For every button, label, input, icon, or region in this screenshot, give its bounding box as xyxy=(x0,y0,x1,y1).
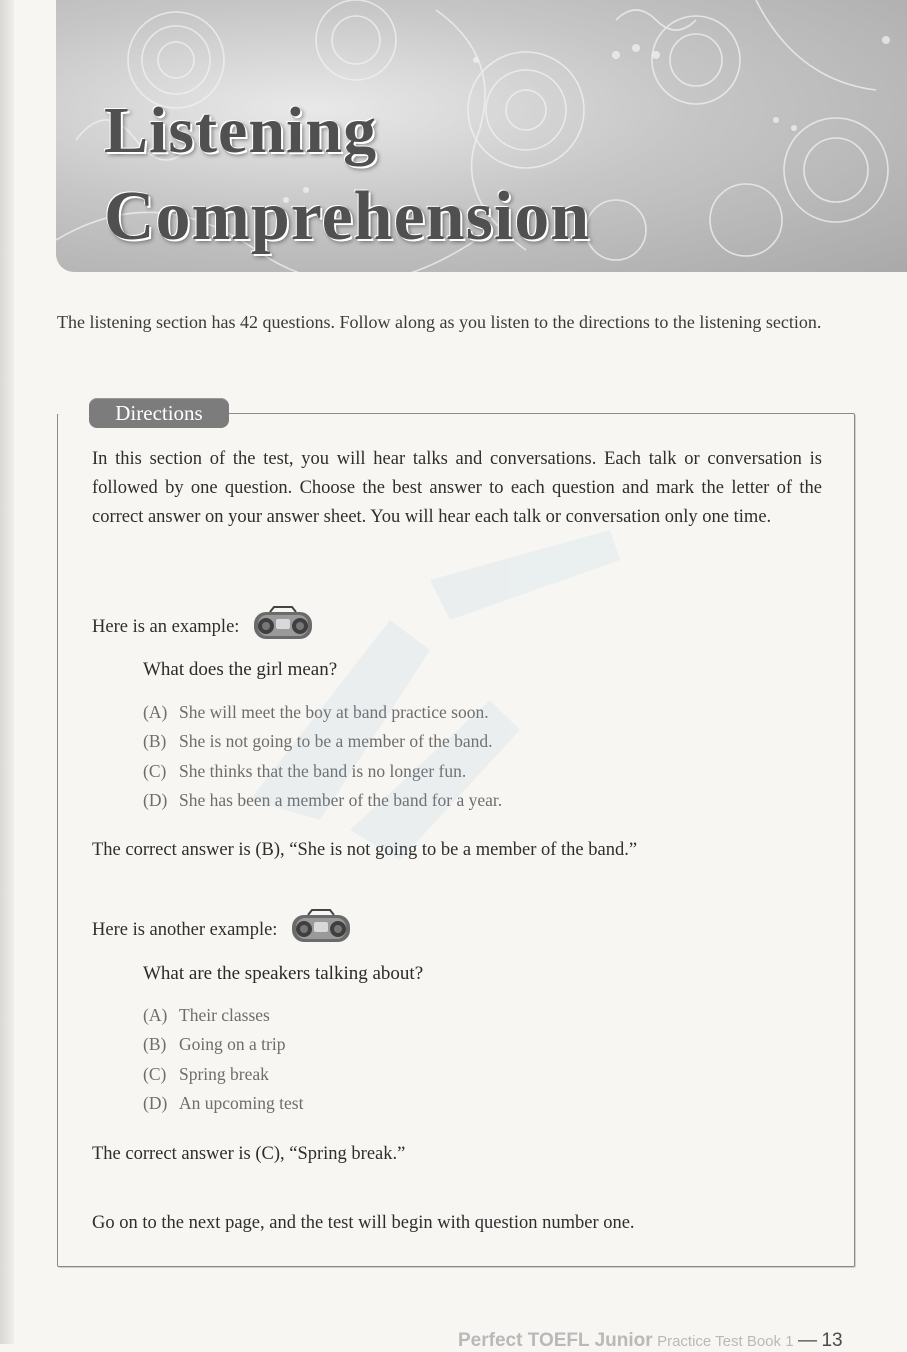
option-b xyxy=(143,1030,303,1059)
option-text: She thinks that the band is no longer fun. xyxy=(179,760,467,781)
option-letter: (B) xyxy=(143,1034,167,1055)
option-d xyxy=(143,786,502,815)
radio-cassette-player-icon xyxy=(252,606,314,649)
option-text: An upcoming test xyxy=(179,1092,304,1113)
option-letter: (D) xyxy=(143,789,168,810)
example-label-1 xyxy=(92,606,314,649)
option-a xyxy=(143,698,502,727)
example-answer-2: The correct answer is (C), “Spring break.” xyxy=(92,1144,406,1164)
intro-paragraph: The listening section has 42 questions. Follow along as you listen to the directions to the listening section. xyxy=(57,312,822,332)
option-text: She has been a member of the band for a year. xyxy=(179,789,503,810)
footer-subtitle: Practice Test Book 1 xyxy=(657,1333,794,1350)
example-question-1: What does the girl mean? xyxy=(143,659,338,680)
box-top-gap xyxy=(57,412,90,414)
footer-brand: Perfect TOEFL Junior xyxy=(458,1330,653,1351)
option-text: She is not going to be a member of the band. xyxy=(179,731,493,752)
chapter-title-line-2: Comprehension xyxy=(104,178,591,255)
option-letter: (C) xyxy=(143,1063,167,1084)
example-options-2 xyxy=(143,1001,303,1118)
option-text: Going on a trip xyxy=(179,1034,286,1055)
option-c xyxy=(143,757,502,786)
chapter-title-line-1: Listening xyxy=(104,94,378,167)
footer-page-separator: — xyxy=(798,1330,817,1351)
option-text: She will meet the boy at band practice soon. xyxy=(179,702,489,722)
option-b xyxy=(143,727,502,756)
option-letter: (C) xyxy=(143,760,167,781)
page-footer xyxy=(458,1330,843,1352)
option-c xyxy=(143,1060,303,1089)
option-text: Spring break xyxy=(179,1063,269,1084)
directions-text: In this section of the test, you will hear talks and conversations. Each talk or conversation is followed by one question. Choose the best answer to each question and mark the letter of the correct answer on your answer sheet. You will hear each talk or conversation only one time. xyxy=(92,449,822,527)
example-answer-1: The correct answer is (B), “She is not going to be a member of the band.” xyxy=(92,840,638,860)
option-d xyxy=(143,1089,303,1118)
option-letter: (A) xyxy=(143,1005,168,1025)
page-gutter xyxy=(0,0,14,1344)
example-label-2 xyxy=(92,909,352,952)
radio-cassette-player-icon xyxy=(290,909,352,952)
option-letter: (A) xyxy=(143,702,168,722)
option-letter: (D) xyxy=(143,1092,168,1113)
example-label-text: Here is an example: xyxy=(92,616,240,637)
page-number: 13 xyxy=(821,1330,843,1351)
example-label-text: Here is another example: xyxy=(92,919,278,940)
option-text: Their classes xyxy=(179,1005,270,1025)
option-letter: (B) xyxy=(143,731,167,752)
chapter-banner xyxy=(56,0,907,272)
directions-tab-label: Directions xyxy=(89,398,229,428)
example-question-2: What are the speakers talking about? xyxy=(143,963,424,984)
closing-instruction: Go on to the next page, and the test will begin with question number one. xyxy=(92,1213,635,1233)
example-options-1 xyxy=(143,698,502,815)
option-a xyxy=(143,1001,303,1030)
